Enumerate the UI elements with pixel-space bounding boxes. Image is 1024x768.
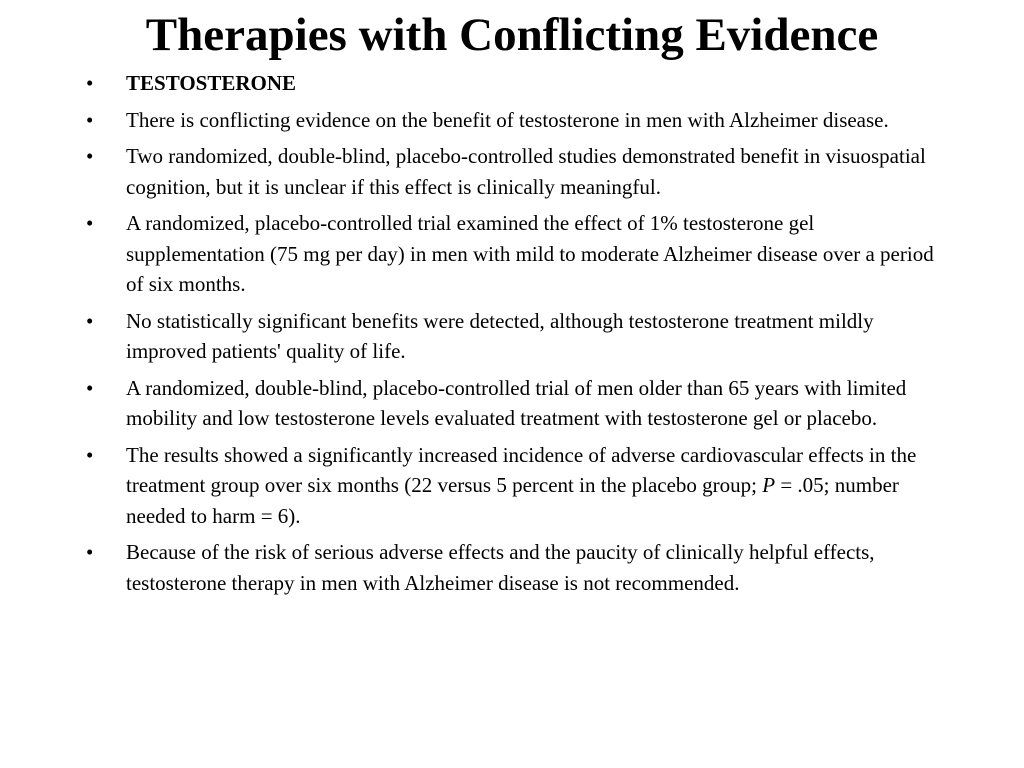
- bullet-marker: •: [86, 308, 94, 333]
- bullet-item: [84, 373, 946, 434]
- p-value-symbol: P: [762, 473, 776, 497]
- slide-title: Therapies with Conflicting Evidence: [145, 9, 879, 61]
- bullet-text: A randomized, double-blind, placebo-controlled trial of men older than 65 years with limited mobility and low testosterone levels evaluated treatment with testosterone gel or placebo.: [126, 375, 907, 430]
- bullet-text: Because of the risk of serious adverse effects and the paucity of clinically helpful effects, testosterone therapy in men with Alzheimer disease is not recommended.: [126, 540, 875, 595]
- bullet-text: A randomized, placebo-controlled trial examined the effect of 1% testosterone gel supplementation (75 mg per day) in men with mild to moderate Alzheimer disease over a period of six months.: [126, 211, 934, 296]
- bullet-text-before: The results showed a significantly increased incidence of adverse cardiovascular effects in the treatment group over six months (22 versus 5 percent in the placebo group;: [126, 442, 917, 497]
- bullet-text-after: = .05; number needed to harm = 6).: [126, 473, 899, 528]
- bullet-marker: •: [86, 375, 94, 400]
- bullet-list: [84, 68, 946, 604]
- bullet-item: [84, 537, 946, 598]
- bullet-marker: •: [86, 442, 94, 467]
- bullet-text: No statistically significant benefits were detected, although testosterone treatment mildly improved patients' quality of life.: [126, 308, 874, 363]
- bullet-marker: •: [86, 144, 94, 168]
- bullet-marker: •: [86, 540, 94, 564]
- bullet-marker: •: [86, 107, 94, 132]
- bullet-text: TESTOSTERONE: [126, 71, 297, 95]
- bullet-text: There is conflicting evidence on the benefit of testosterone in men with Alzheimer disease.: [126, 107, 889, 132]
- bullet-marker: •: [86, 71, 94, 95]
- bullet-item: [84, 105, 946, 136]
- bullet-item: [84, 306, 946, 367]
- bullet-item: [84, 141, 946, 202]
- bullet-marker: •: [86, 211, 94, 235]
- bullet-text: Two randomized, double-blind, placebo-controlled studies demonstrated benefit in visuospatial cognition, but it is unclear if this effect is clinically meaningful.: [126, 144, 926, 199]
- bullet-item: [84, 440, 946, 532]
- bullet-item: [84, 208, 946, 300]
- bullet-item-testosterone-heading: [84, 68, 946, 99]
